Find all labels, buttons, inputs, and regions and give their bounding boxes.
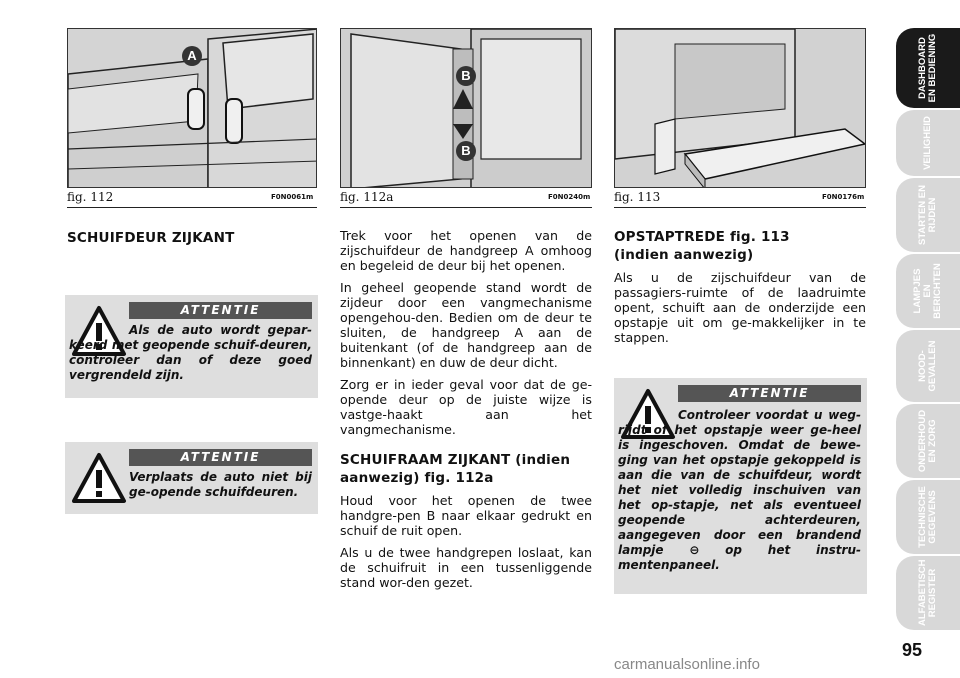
tab-label: ONDERHOUD EN ZORG [917, 409, 938, 473]
tab-label: ALFABETISCH REGISTER [917, 559, 938, 626]
tab-label: VEILIGHEID [922, 116, 933, 170]
tab-maintenance[interactable] [896, 404, 960, 478]
warning-box [614, 378, 867, 594]
warning-text: Als de auto wordt gepar-keerd met geopende schuif-deuren, controleer dan of deze goed vergrendeld zijn. [69, 323, 312, 382]
tab-index[interactable] [896, 556, 960, 630]
warning-text: Controleer voordat u weg-rijdt of het opstapje weer ge-heel is ingeschoven. Omdat de bewe-ging van het opstapje gekoppeld is aan die van de schuifdeur, wordt het niet volledig inschuiven van het op-stapje, net als eventueel geopende achterdeuren, aangegeven door een brandend lampje ⊖ op het instru-mentenpaneel. [618, 408, 861, 572]
paragraph: Als u de zijschuifdeur van de passagiers-ruimte of de laadruimte opent, schuift aan de onderzijde een opstapje uit om ge-makkelijker in te stappen. [614, 270, 866, 345]
section-heading-step: OPSTAPTREDE fig. 113 [614, 229, 790, 245]
section-heading-sliding-door: SCHUIFDEUR ZIJKANT [67, 230, 235, 246]
figure-112 [67, 28, 317, 188]
fig-code-112: F0N0061m [271, 193, 314, 201]
warning-box [65, 442, 318, 514]
watermark: carmanualsonline.info [614, 656, 760, 673]
tab-label: LAMPJES EN BERICHTEN [912, 263, 943, 319]
marker-b-bottom: B [456, 141, 476, 161]
warning-box [65, 295, 318, 398]
tab-label: TECHNISCHE GEGEVENS [917, 486, 938, 548]
paragraph: In geheel geopende stand wordt de zijdeur door een vangmechanisme opengehou-den. Bedien om de deur te sluiten, de handgreep A aan de buitenkant (of de handgreep aan de binnenkant) en duw de deur dicht. [340, 280, 592, 370]
fig-code-113: F0N0176m [822, 193, 865, 201]
marker-b-top: B [456, 66, 476, 86]
warning-triangle-icon [71, 452, 127, 504]
warning-label: ATTENTIE [129, 449, 312, 466]
tab-lights-messages[interactable] [896, 254, 960, 328]
column-3 [614, 228, 866, 352]
warning-text: Verplaats de auto niet bij ge-opende schuifdeuren. [129, 470, 312, 499]
tab-label: DASHBOARD EN BEDIENING [917, 33, 938, 103]
sliding-window-illustration [341, 29, 592, 188]
section-heading-sliding-window: SCHUIFRAAM ZIJKANT (indien aanwezig) fig. 112a [340, 452, 571, 486]
column-2 [340, 228, 592, 597]
tab-safety[interactable] [896, 110, 960, 176]
warning-label: ATTENTIE [678, 385, 861, 402]
marker-a: A [182, 46, 202, 66]
tab-label: STARTEN EN RIJDEN [917, 185, 938, 245]
fig-code-112a: F0N0240m [548, 193, 591, 201]
figure-113 [614, 28, 866, 188]
tab-label: NOOD- GEVALLEN [917, 340, 938, 392]
paragraph: Als u de twee handgrepen loslaat, kan de schuifruit in een tussenliggende stand wor-den gezet. [340, 545, 592, 590]
tab-emergencies[interactable] [896, 330, 960, 402]
page-number: 95 [902, 640, 923, 660]
caption-rule [614, 207, 866, 208]
tab-dashboard[interactable] [896, 28, 960, 108]
fig-caption-113: fig. 113 [614, 190, 661, 204]
caption-rule [340, 207, 592, 208]
figure-112a [340, 28, 592, 188]
paragraph: Houd voor het openen de twee handgre-pen B naar elkaar gedrukt en schuif de ruit open. [340, 493, 592, 538]
fig-caption-112: fig. 112 [67, 190, 114, 204]
section-subheading: (indien aanwezig) [614, 247, 754, 263]
paragraph: Zorg er in ieder geval voor dat de ge-opende deur op de juiste wijze is vastge-haakt aan het vangmechanisme. [340, 377, 592, 437]
step-illustration [615, 29, 866, 188]
tab-technical-data[interactable] [896, 480, 960, 554]
warning-label: ATTENTIE [129, 302, 312, 319]
tab-starting-driving[interactable] [896, 178, 960, 252]
fig-caption-112a: fig. 112a [340, 190, 394, 204]
paragraph: Trek voor het openen van de zijschuifdeur de handgreep A omhoog en begeleid de deur bij het openen. [340, 228, 592, 273]
caption-rule [67, 207, 317, 208]
